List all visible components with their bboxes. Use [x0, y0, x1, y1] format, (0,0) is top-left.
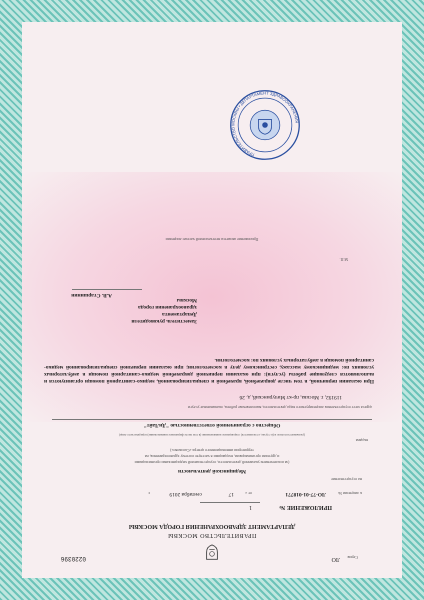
activity-clarification-1: (за исключением указанной деятельности, осуществляемой медицинскими организациями [134, 460, 290, 465]
department-title: ДЕПАРТАМЕНТ ЗДРАВООХРАНЕНИЯ ГОРОДА МОСКВЫ [128, 523, 296, 529]
organization-name: Общество с ограниченной ответственностью "ДиЛайт" [143, 422, 281, 428]
license-day: 17 [228, 491, 234, 497]
activity-clarification-2: и другими организациями, входящими в частную систему здравоохранения, на [144, 454, 280, 459]
signature-line [72, 289, 142, 290]
signature-position-1: Заместитель руководителя [131, 318, 197, 324]
signature-position-4: Москвы [176, 297, 197, 303]
stamp-ring-text: ПРАВИТЕЛЬСТВО МОСКВЫ • ДЕПАРТАМЕНТ ЗДРАВООХРАНЕНИЯ [230, 90, 300, 158]
year-suffix: г. [147, 491, 150, 496]
activity-name: Медицинской деятельности [178, 468, 246, 474]
organization-address: 119192, г. Москва, пр-кт Мичуринский, д. 26 [239, 394, 342, 400]
license-month-year: сентября 2019 [169, 491, 202, 497]
serial-number: 0220396 [60, 555, 86, 562]
license-number: ЛО-77-01-018771 [285, 491, 326, 497]
appendix-label: ПРИЛОЖЕНИЕ № [279, 504, 332, 510]
issuer-note: выдана [355, 438, 368, 443]
government-title: ПРАВИТЕЛЬСТВО МОСКВЫ [167, 532, 257, 538]
activity-clarification-3: территории инновационного центра «Сколково») [170, 448, 254, 453]
appendix-footer: Приложение является неотъемлемой частью лицензии [165, 237, 259, 242]
signatory-name: А.В. Старшинин [71, 292, 112, 298]
signature-position-2: Департамента [162, 311, 197, 317]
organization-line [52, 419, 372, 420]
activity-intro: на осуществление [331, 477, 362, 482]
license-prefix: к лицензии № [338, 491, 362, 496]
document-content [22, 22, 402, 578]
services-paragraph: При оказании первичной, в том числе доврачебной, врачебной и специализированной, медико-санитарной помощи организуются и выполняются следующие работы (услуги): при оказании первичной доврачебной медико-санитарной помощи в амбулаторных условиях по: медицинскому массажу, сестринскому делу в косметологии; при оказании первичной специализированной медико-санитарной помощи в амбулаторных условиях по: косметологии. [44, 357, 374, 384]
from-label: от « [245, 491, 252, 496]
moscow-emblem-icon [203, 544, 221, 562]
issuer-caption: (указывается полное и (в случае, если имеется) сокращенное наименование (в том числе фирменное наименование) юридического лица) [118, 433, 306, 437]
official-stamp-icon [228, 88, 302, 162]
serial-label: Серия [347, 555, 358, 560]
signature-position-3: здравоохранения города [138, 304, 197, 310]
address-caption: адреса мест осуществления лицензируемого вида деятельности, выполняемые работы, оказываемые услуги [187, 405, 372, 410]
mp-label: М.П. [339, 257, 348, 262]
appendix-number-line [200, 502, 260, 503]
appendix-number: 1 [249, 504, 252, 510]
serial-series: ЛО [331, 556, 340, 562]
